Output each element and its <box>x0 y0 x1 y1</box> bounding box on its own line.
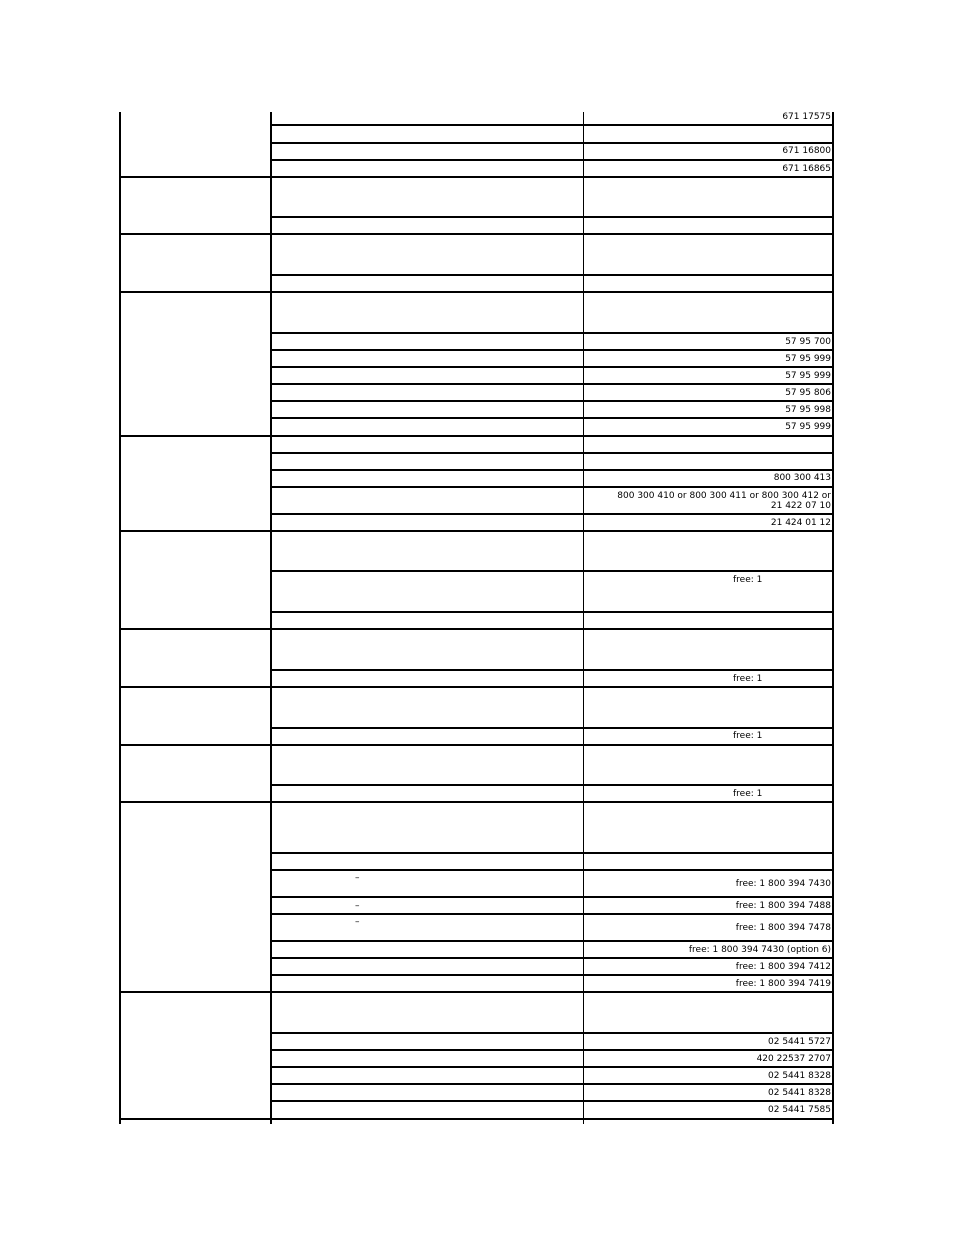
phone-number-cell: 57 95 999 <box>785 371 831 381</box>
table-left-border <box>119 112 121 1124</box>
row-divider <box>270 913 834 915</box>
row-divider <box>270 349 834 351</box>
row-divider <box>270 142 834 144</box>
row-divider <box>270 274 834 276</box>
phone-number-cell: 420 22537 2707 <box>756 1054 831 1064</box>
group-divider <box>119 801 834 803</box>
group-divider <box>119 530 834 532</box>
phone-number-cell: free: 1 800 394 7478 <box>735 923 831 933</box>
row-divider <box>270 400 834 402</box>
row-divider <box>270 1083 834 1085</box>
phone-number-cell: free: 1 <box>733 674 763 684</box>
row-divider <box>270 124 834 126</box>
phone-number-cell: 800 300 410 or 800 300 411 or 800 300 412 or <box>617 491 831 501</box>
row-divider <box>270 940 834 942</box>
row-divider <box>270 852 834 854</box>
group-divider <box>119 686 834 688</box>
row-divider <box>270 452 834 454</box>
phone-number-cell: free: 1 800 394 7412 <box>735 962 831 972</box>
row-divider <box>270 1049 834 1051</box>
row-divider <box>270 486 834 488</box>
row-divider <box>270 570 834 572</box>
phone-number-cell: 02 5441 5727 <box>768 1037 831 1047</box>
row-divider <box>270 669 834 671</box>
row-divider <box>270 159 834 161</box>
row-divider <box>270 974 834 976</box>
row-divider <box>270 869 834 871</box>
phone-number-cell: free: 1 800 394 7419 <box>735 979 831 989</box>
row-divider <box>270 216 834 218</box>
phone-number-cell: 02 5441 7585 <box>768 1105 831 1115</box>
row-divider <box>270 332 834 334</box>
dash-marker: – <box>355 901 360 911</box>
phone-number-cell: free: 1 800 394 7430 (option 6) <box>688 945 831 955</box>
phone-number-cell-line2: 21 422 07 10 <box>770 501 831 511</box>
row-divider <box>270 727 834 729</box>
phone-number-cell: free: 1 <box>733 575 763 585</box>
group-divider <box>119 435 834 437</box>
group-divider <box>119 233 834 235</box>
phone-number-cell: free: 1 800 394 7488 <box>735 901 831 911</box>
phone-number-cell: 02 5441 8328 <box>768 1071 831 1081</box>
row-divider <box>270 1066 834 1068</box>
dash-marker: – <box>355 917 360 927</box>
group-divider <box>119 628 834 630</box>
group-divider <box>119 991 834 993</box>
column-divider-1 <box>270 112 272 1124</box>
phone-number-cell: 671 17575 <box>782 112 831 122</box>
phone-number-cell: 57 95 700 <box>785 337 831 347</box>
row-divider <box>270 366 834 368</box>
row-divider <box>270 957 834 959</box>
table-bottom-border <box>119 1118 834 1120</box>
row-divider <box>270 1100 834 1102</box>
phone-number-cell: free: 1 <box>733 789 763 799</box>
phone-number-cell: 21 424 01 12 <box>770 518 831 528</box>
group-divider <box>119 176 834 178</box>
phone-number-cell: 57 95 999 <box>785 354 831 364</box>
table-right-border <box>832 112 834 1124</box>
group-divider <box>119 744 834 746</box>
phone-number-cell: free: 1 800 394 7430 <box>735 879 831 889</box>
row-divider <box>270 784 834 786</box>
phone-number-cell: 800 300 413 <box>773 473 831 483</box>
row-divider <box>270 896 834 898</box>
phone-number-cell: free: 1 <box>733 731 763 741</box>
row-divider <box>270 1032 834 1034</box>
phone-number-cell: 57 95 999 <box>785 422 831 432</box>
column-divider-2 <box>583 112 584 1124</box>
row-divider <box>270 611 834 613</box>
row-divider <box>270 513 834 515</box>
row-divider <box>270 469 834 471</box>
phone-number-cell: 671 16865 <box>782 164 831 174</box>
row-divider <box>270 383 834 385</box>
dash-marker: – <box>355 873 360 883</box>
phone-number-cell: 671 16800 <box>782 146 831 156</box>
group-divider <box>119 291 834 293</box>
phone-number-cell: 02 5441 8328 <box>768 1088 831 1098</box>
phone-number-cell: 57 95 806 <box>785 388 831 398</box>
phone-number-cell: 57 95 998 <box>785 405 831 415</box>
row-divider <box>270 417 834 419</box>
